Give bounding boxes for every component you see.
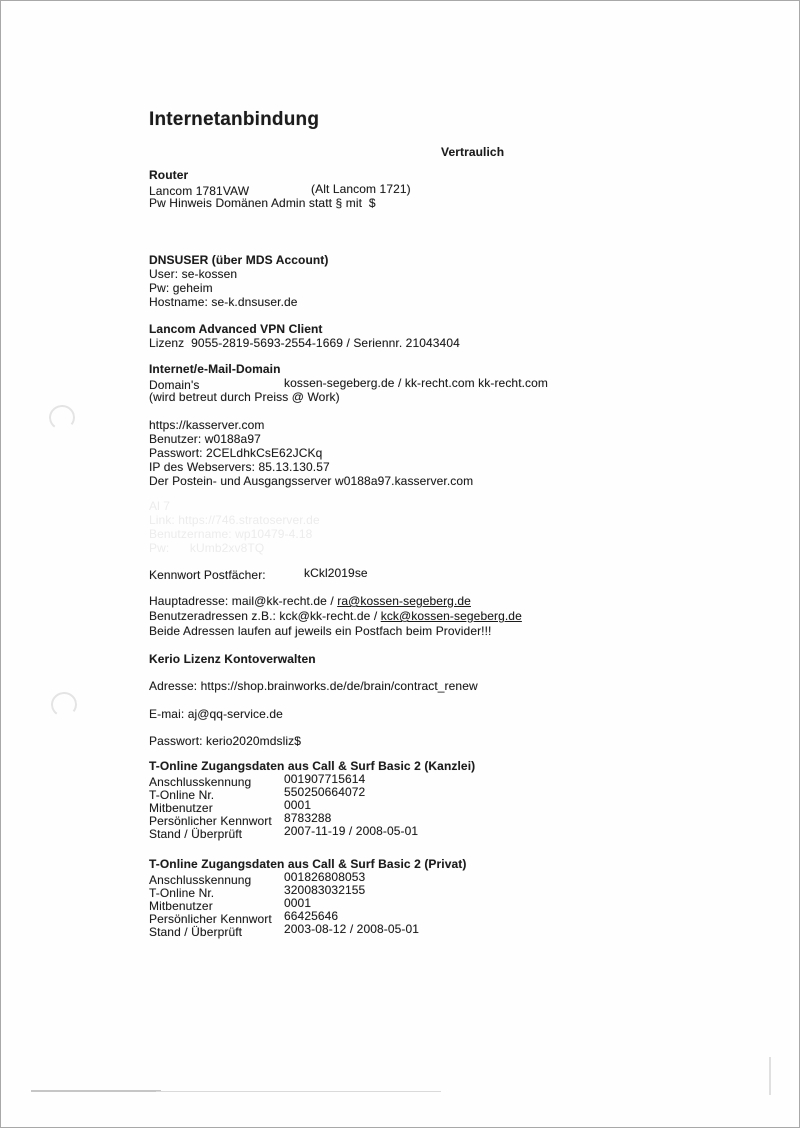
- section-heading: T-Online Zugangsdaten aus Call & Surf Basic 2 (Privat): [149, 857, 467, 871]
- row-label: T-Online Nr.: [149, 788, 215, 802]
- benutzeradressen-underlined-address: kck@kossen-segeberg.de: [380, 609, 522, 623]
- row-label: T-Online Nr.: [149, 886, 215, 900]
- postfach-label: Kennwort Postfächer:: [149, 568, 266, 582]
- row-label: Mitbenutzer: [149, 801, 213, 815]
- page-title: Internetanbindung: [149, 109, 320, 130]
- punch-hole-top: [47, 403, 76, 431]
- row-value: 001826808053: [284, 870, 366, 884]
- confidential-label: Vertraulich: [441, 145, 505, 159]
- faded-erased-text-block: [149, 499, 569, 555]
- benutzeradressen-prefix: Benutzeradressen z.B.: kck@kk-recht.de /: [149, 609, 381, 623]
- row-value: 001907715614: [284, 772, 366, 786]
- router-model: Lancom 1781VAW: [149, 184, 250, 198]
- domain-note: (wird betreut durch Preiss @ Work): [149, 390, 340, 404]
- row-value: 320083032155: [284, 883, 366, 897]
- domain-value: kossen-segeberg.de / kk-recht.com kk-recht.com: [284, 376, 549, 390]
- row-value: 550250664072: [284, 785, 366, 799]
- faded-line: Pw: kUmb2xv8TQ: [149, 541, 265, 555]
- section-vpn-client: [149, 322, 709, 350]
- kerio-passwort: Passwort: kerio2020mdsliz$: [149, 734, 301, 748]
- router-note: Pw Hinweis Domänen Admin statt § mit $: [149, 196, 376, 210]
- row-value: 0001: [284, 798, 312, 812]
- dnsuser-hostname: Hostname: se-k.dnsuser.de: [149, 295, 298, 309]
- section-router: [149, 168, 709, 210]
- row-label: Persönlicher Kennwort: [149, 912, 272, 926]
- faded-line: Benutzername: wp10479-4.18: [149, 527, 313, 541]
- kasserver-ip: IP des Webservers: 85.13.130.57: [149, 460, 330, 474]
- faded-line: Al 7: [149, 499, 171, 513]
- kasserver-passwort: Passwort: 2CELdhkCsE62JCKq: [149, 446, 323, 460]
- section-dnsuser: [149, 253, 709, 309]
- dnsuser-user: User: se-kossen: [149, 267, 238, 281]
- row-label: Stand / Überprüft: [149, 827, 243, 841]
- section-heading: DNSUSER (über MDS Account): [149, 253, 329, 267]
- row-label: Anschlusskennung: [149, 873, 252, 887]
- row-value: 0001: [284, 896, 312, 910]
- kerio-email: E-mai: aj@qq-service.de: [149, 707, 283, 721]
- row-label: Stand / Überprüft: [149, 925, 243, 939]
- benutzeradressen-line: [149, 609, 749, 624]
- row-value: 2007-11-19 / 2008-05-01: [284, 824, 419, 838]
- section-tonline-privat: [149, 857, 709, 939]
- dnsuser-pw: Pw: geheim: [149, 281, 213, 295]
- hauptadresse-prefix: Hauptadresse: mail@kk-recht.de /: [149, 594, 338, 608]
- section-email-domain: [149, 362, 709, 404]
- addresses-note: Beide Adressen laufen auf jeweils ein Postfach beim Provider!!!: [149, 624, 492, 638]
- section-heading: T-Online Zugangsdaten aus Call & Surf Basic 2 (Kanzlei): [149, 759, 476, 773]
- vpn-license: Lizenz 9055-2819-5693-2554-1669 / Seriennr. 21043404: [149, 336, 460, 350]
- section-heading: Internet/e-Mail-Domain: [149, 362, 281, 376]
- section-mail-addresses: [149, 594, 749, 639]
- postfach-value: kCkl2019se: [304, 566, 368, 580]
- kerio-heading: Kerio Lizenz Kontoverwalten: [149, 652, 316, 666]
- section-kasserver: [149, 418, 709, 488]
- hauptadresse-line: [149, 594, 749, 609]
- scan-artifact-line-dark: [31, 1090, 161, 1092]
- postfach-password-row: [149, 566, 709, 580]
- kasserver-server: Der Postein- und Ausgangsserver w0188a97.kasserver.com: [149, 474, 474, 488]
- punch-hole-bottom: [49, 690, 78, 718]
- scan-artifact-right-strip: [769, 1057, 771, 1095]
- section-heading: Lancom Advanced VPN Client: [149, 322, 323, 336]
- row-label: Anschlusskennung: [149, 775, 252, 789]
- section-heading: Router: [149, 168, 189, 182]
- kasserver-benutzer: Benutzer: w0188a97: [149, 432, 261, 446]
- faded-line: Link: https://746.stratoserver.de: [149, 513, 320, 527]
- row-value: 2003-08-12 / 2008-05-01: [284, 922, 420, 936]
- hauptadresse-underlined-address: ra@kossen-segeberg.de: [337, 594, 471, 608]
- row-value: 66425646: [284, 909, 339, 923]
- section-tonline-kanzlei: [149, 759, 709, 841]
- row-value: 8783288: [284, 811, 332, 825]
- domain-label: Domain's: [149, 378, 200, 392]
- router-alt-model: (Alt Lancom 1721): [311, 182, 411, 196]
- row-label: Persönlicher Kennwort: [149, 814, 272, 828]
- scan-artifact-line-light: [156, 1091, 441, 1092]
- kasserver-url: https://kasserver.com: [149, 418, 265, 432]
- kerio-adresse: Adresse: https://shop.brainworks.de/de/brain/contract_renew: [149, 679, 478, 693]
- row-label: Mitbenutzer: [149, 899, 213, 913]
